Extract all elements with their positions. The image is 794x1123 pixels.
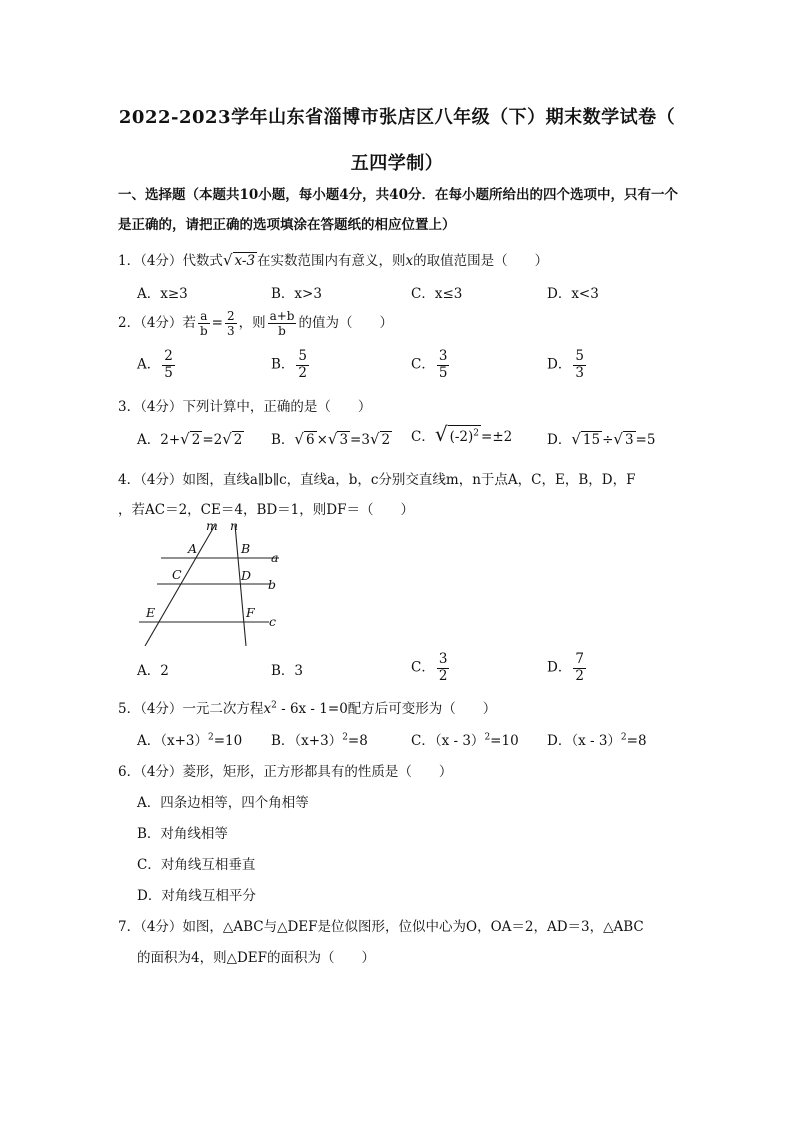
question-text: - 6x - 1=0配方后可变形为（ ） [276, 701, 497, 717]
section-heading: 一、选择题（本题共10小题，每小题4分，共40分．在每小题所给出的四个选项中，只有一个是正确的，请把正确的选项填涂在答题纸的相应位置上） [118, 187, 678, 233]
question-text: 如图，△ABC与△DEF是位似图形，位似中心为O，OA＝2，AD＝3，△ABC [182, 919, 644, 935]
parallel-lines-figure [135, 518, 295, 646]
fraction: $\frac{a}{b}$ [199, 309, 208, 338]
option-d[interactable]: D．对角线互相平分 [137, 888, 256, 904]
fraction: $\frac{a+b}{b}$ [269, 309, 295, 338]
question-text: 如图，直线a∥b∥c，直线a，b，c分别交直线m，n于点A，C，E，B，D，F [182, 472, 636, 488]
label-D: D [241, 568, 252, 583]
question-number: 4．（4分） [118, 472, 183, 488]
equals-sign: = [211, 315, 223, 331]
option-b[interactable]: B． $\frac{5}{2}$ [271, 348, 308, 381]
variable: x [405, 253, 414, 269]
option-a[interactable]: A． $\frac{2}{5}$ [137, 348, 173, 381]
option-b[interactable]: B．$(x+3)^2=8$ [271, 732, 368, 749]
option-d[interactable]: D．√ 15 ÷√ 3 =5 [547, 430, 656, 448]
question-4 [118, 468, 635, 488]
question-text: 在实数范围内有意义，则 [257, 253, 406, 269]
option-c[interactable]: C．对角线互相垂直 [137, 857, 256, 873]
question-text: 下列计算中，正确的是（ ） [182, 399, 372, 415]
question-2 [118, 310, 393, 337]
label-C: C [172, 567, 182, 582]
label-b: b [268, 577, 277, 592]
radicand: x-3 [234, 253, 256, 269]
option-a[interactable]: A．$(x+3)^2=10$ [137, 732, 243, 749]
question-7 [118, 915, 644, 935]
question-number: 6．（4分） [118, 764, 183, 780]
option-d[interactable]: D．x<3 [547, 286, 599, 302]
sqrt-expression: √ x-3 [222, 251, 256, 269]
variable: x [263, 701, 272, 717]
option-a[interactable]: A．2 [137, 663, 169, 679]
option-a[interactable]: A．四条边相等，四个角相等 [137, 795, 309, 811]
question-number: 5．（4分） [118, 701, 183, 717]
option-c[interactable]: C．x≤3 [411, 286, 463, 302]
exponent: 2 [271, 700, 277, 711]
option-a[interactable]: A．2+√ 2 =2√ 2 [137, 430, 243, 448]
option-b[interactable]: B．x>3 [271, 286, 322, 302]
exam-title-line2: 五四学制） [350, 153, 444, 174]
option-c[interactable]: C． $\frac{3}{2}$ [411, 651, 448, 684]
option-c[interactable]: C． $\frac{3}{5}$ [411, 348, 448, 381]
question-number: 3．（4分） [118, 399, 183, 415]
option-b[interactable]: B．对角线相等 [137, 826, 228, 842]
fraction: $\frac{2}{3}$ [226, 309, 235, 338]
question-2-options [137, 350, 697, 390]
question-5 [118, 697, 496, 717]
option-d[interactable]: D． $\frac{7}{2}$ [547, 651, 584, 684]
question-3-options [137, 422, 697, 468]
option-c[interactable]: C．√ $(-2)^2 =\pm 2$ [411, 422, 513, 446]
question-text: 若 [182, 315, 196, 331]
option-b[interactable]: B．√ 6 ×√ 3 =3√ 2 [271, 430, 391, 448]
label-F: F [246, 605, 255, 620]
option-c[interactable]: C．（x - 3）$^2$=10 [411, 732, 519, 749]
option-a[interactable]: A．x≥3 [137, 286, 188, 302]
label-a: a [271, 550, 279, 565]
option-b[interactable]: B．3 [271, 663, 304, 679]
question-number: 1．（4分） [118, 253, 183, 269]
exam-title-line1: 2022-2023学年山东省淄博市张店区八年级（下）期末数学试卷（ [118, 107, 676, 128]
question-text: 的值为（ ） [298, 315, 393, 331]
question-1 [118, 249, 548, 269]
label-A: A [188, 541, 198, 556]
question-text: ，则 [238, 315, 266, 331]
question-3 [118, 395, 371, 415]
question-text: 菱形，矩形，正方形都具有的性质是（ ） [182, 764, 453, 780]
question-4-line2: ，若AC＝2，CE＝4，BD＝1，则DF＝（ ） [118, 502, 414, 518]
label-n: n [230, 518, 239, 533]
question-7-line2: 的面积为4，则△DEF的面积为（ ） [137, 950, 376, 966]
question-number: 2．（4分） [118, 315, 183, 331]
option-d[interactable]: D． $\frac{5}{3}$ [547, 348, 584, 381]
label-B: B [241, 541, 251, 556]
line-m [145, 525, 215, 646]
question-text: 一元二次方程 [182, 701, 264, 717]
label-E: E [146, 605, 156, 620]
question-text: 代数式 [182, 253, 223, 269]
question-number: 7．（4分） [118, 919, 183, 935]
option-d[interactable]: D．（x - 3）$^2$=8 [547, 732, 647, 749]
question-text: 的取值范围是（ ） [413, 253, 549, 269]
question-4-options [137, 653, 697, 693]
question-6 [118, 760, 452, 780]
label-m: m [206, 518, 218, 533]
label-c: c [269, 614, 277, 629]
